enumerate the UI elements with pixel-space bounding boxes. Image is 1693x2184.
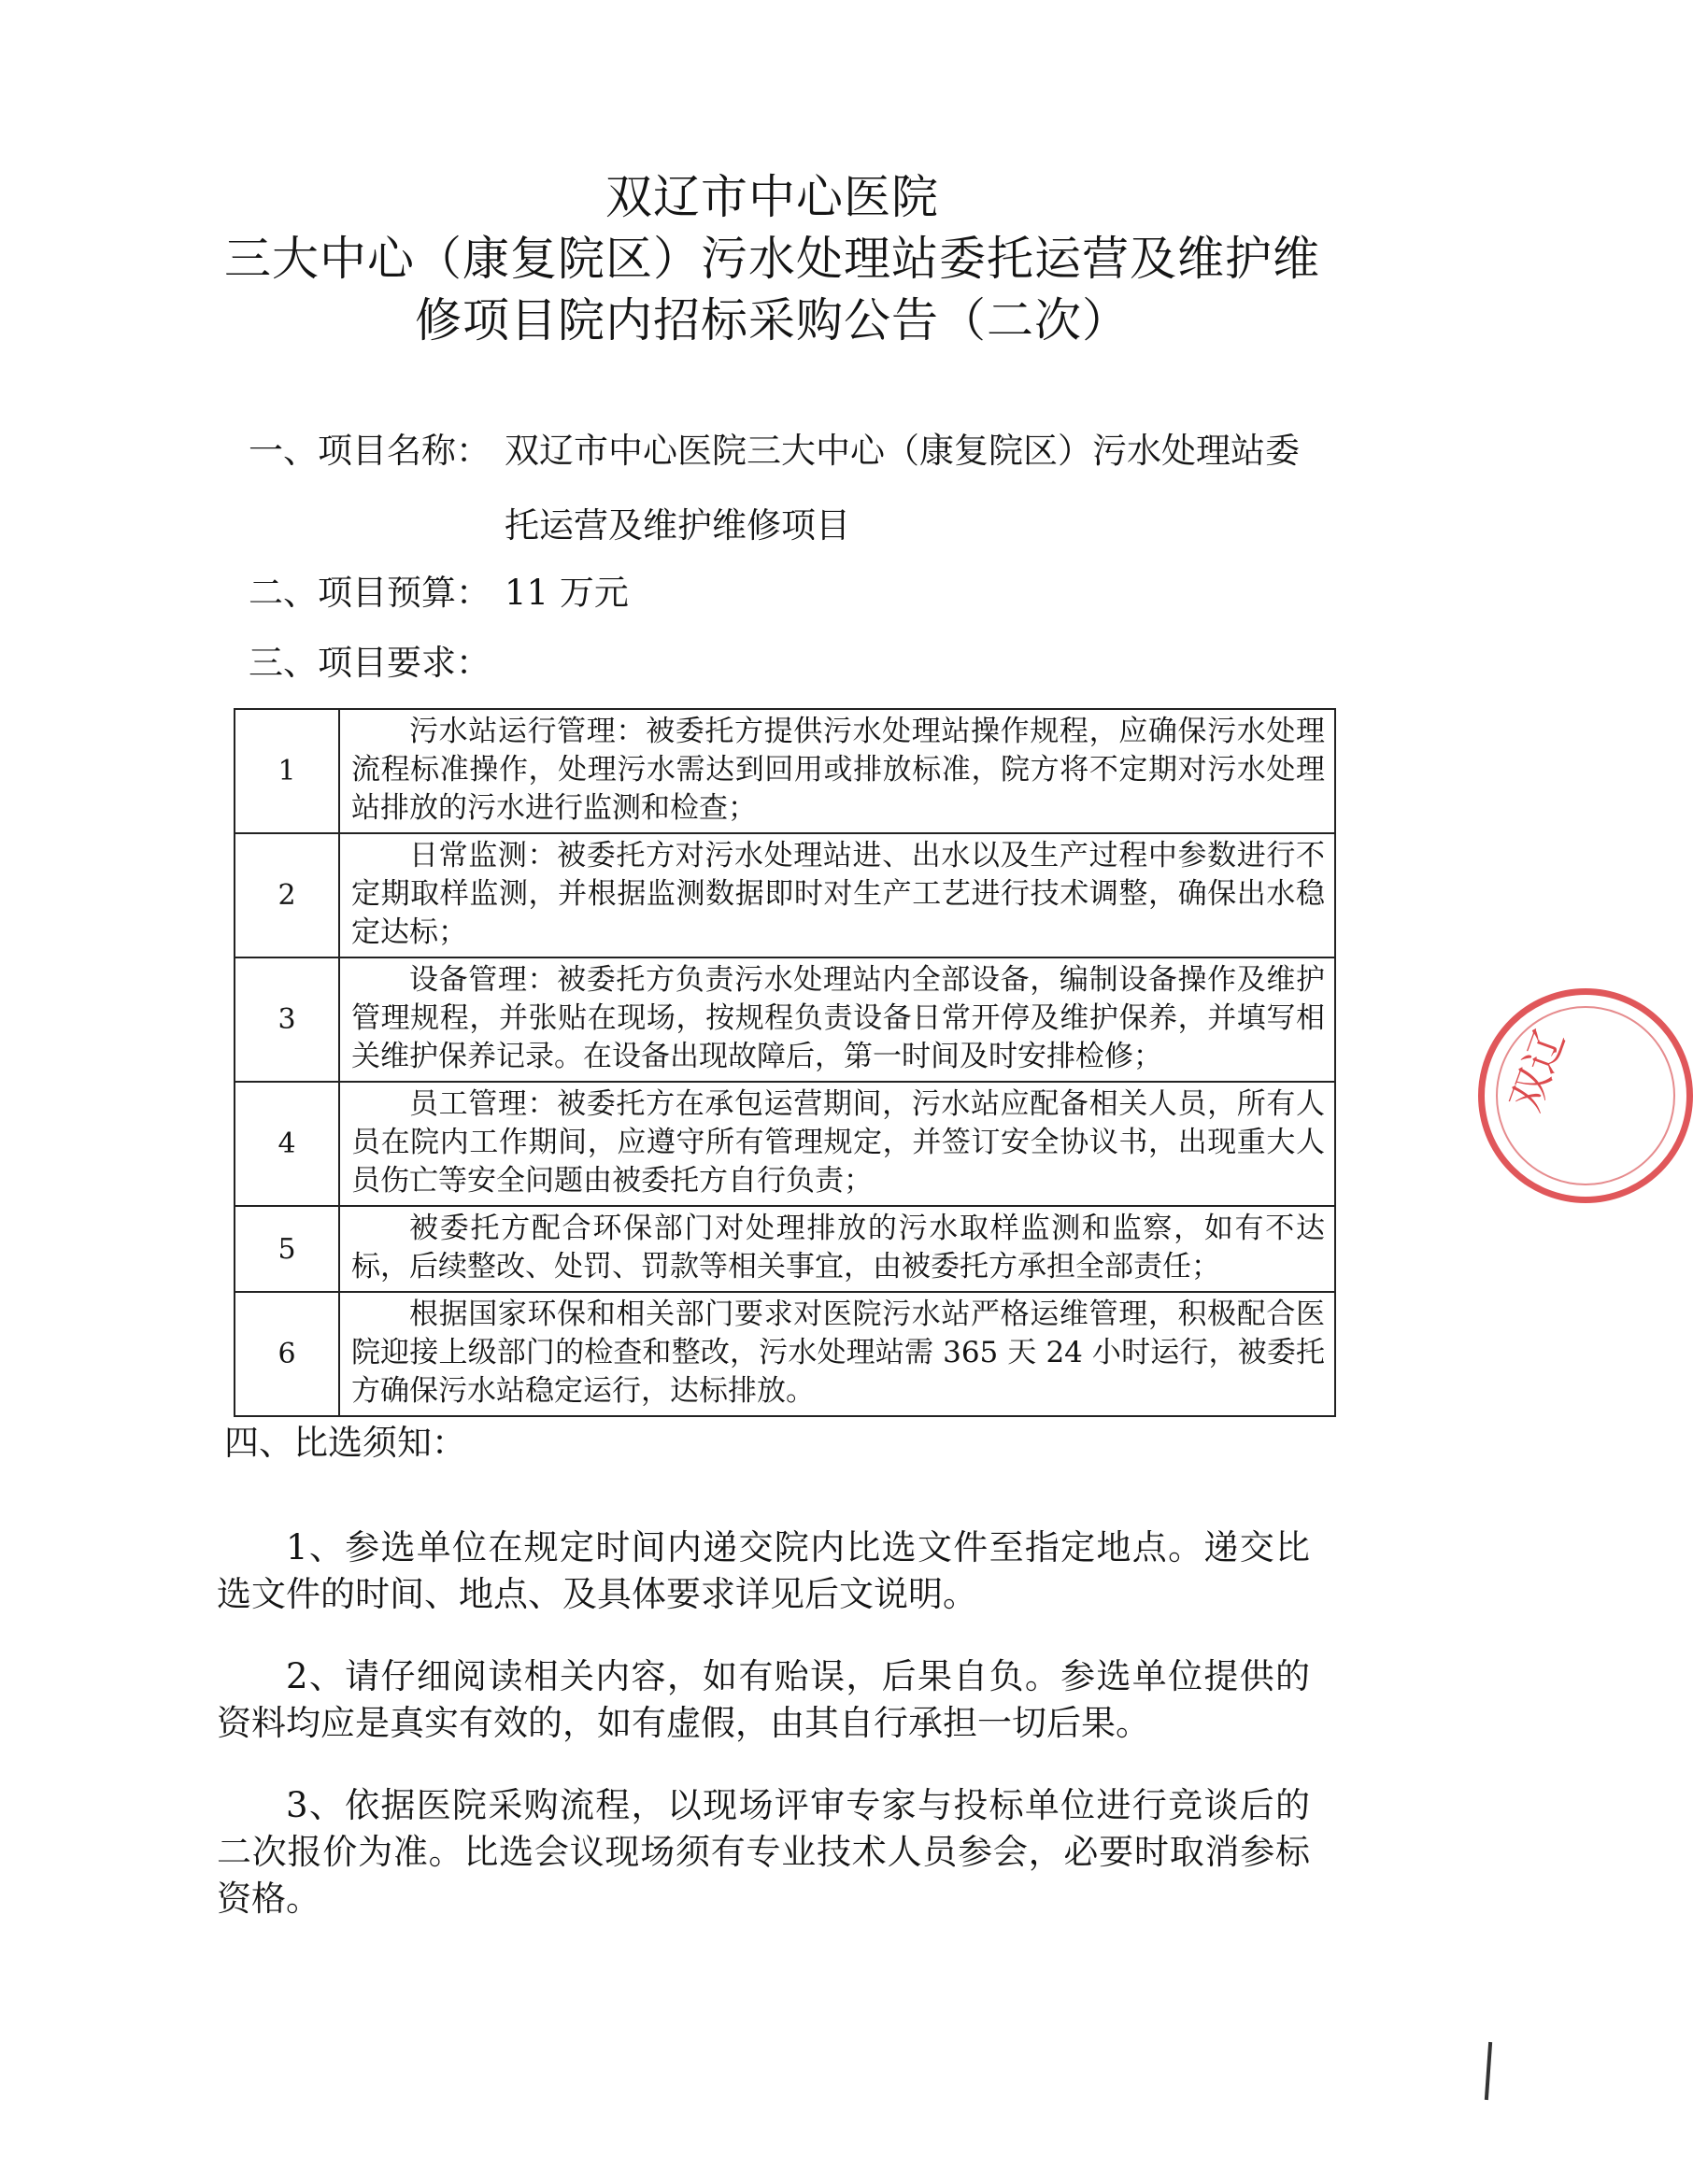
notice-text: 1、参选单位在规定时间内递交院内比选文件至指定地点。递交比选文件的时间、地点、及具体要求详见后文说明。 xyxy=(217,1527,1310,1614)
notice-text: 2、请仔细阅读相关内容，如有贻误，后果自负。参选单位提供的资料均应是真实有效的，如有虚假，由其自行承担一切后果。 xyxy=(217,1656,1310,1743)
notice-item-3 xyxy=(217,1782,1310,1922)
row-number: 1 xyxy=(235,709,339,833)
row-text xyxy=(339,1206,1335,1292)
official-seal-stamp xyxy=(1478,988,1693,1203)
row-number: 4 xyxy=(235,1082,339,1206)
row-text-content: 被委托方配合环保部门对处理排放的污水取样监测和监察，如有不达标，后续整改、处罚、罚款等相关事宜，由被委托方承担全部责任； xyxy=(351,1212,1325,1283)
section-4-label: 四、比选须知： xyxy=(224,1423,466,1463)
row-text-content: 污水站运行管理：被委托方提供污水处理站操作规程，应确保污水处理流程标准操作，处理污水需达到回用或排放标准，院方将不定期对污水处理站排放的污水进行监测和检查； xyxy=(351,715,1325,825)
seal-text: 双辽 xyxy=(1501,1024,1575,1118)
requirements-table xyxy=(234,708,1336,1417)
row-text-content: 员工管理：被委托方在承包运营期间，污水站应配备相关人员，所有人员在院内工作期间，应遵守所有管理规定，并签订安全协议书，出现重大人员伤亡等安全问题由被委托方自行负责； xyxy=(351,1087,1325,1198)
row-text xyxy=(339,709,1335,833)
notice-text: 3、依据医院采购流程，以现场评审专家与投标单位进行竞谈后的二次报价为准。比选会议现场须有专业技术人员参会，必要时取消参标资格。 xyxy=(217,1785,1310,1919)
table-row xyxy=(235,1082,1335,1206)
row-text xyxy=(339,1292,1335,1416)
title-line-1: 双辽市中心医院 xyxy=(605,170,939,224)
scan-edge-mark xyxy=(1485,2042,1492,2100)
notice-item-2 xyxy=(217,1653,1310,1747)
row-number: 5 xyxy=(235,1206,339,1292)
row-text-content: 根据国家环保和相关部门要求对医院污水站严格运维管理，积极配合医院迎接上级部门的检查和整改，污水处理站需 365 天 24 小时运行，被委托方确保污水站稳定运行，达标排放。 xyxy=(351,1298,1325,1408)
title-line-2: 三大中心（康复院区）污水处理站委托运营及维护维 xyxy=(224,232,1320,286)
section-2-label: 二、项目预算： xyxy=(249,573,491,613)
row-number: 3 xyxy=(235,957,339,1082)
table-row xyxy=(235,1206,1335,1292)
table-row xyxy=(235,1292,1335,1416)
row-text-content: 日常监测：被委托方对污水处理站进、出水以及生产过程中参数进行不定期取样监测，并根据监测数据即时对生产工艺进行技术调整，确保出水稳定达标； xyxy=(351,839,1325,949)
title-line-3: 修项目院内招标采购公告（二次） xyxy=(415,293,1130,347)
notice-item-1 xyxy=(217,1525,1310,1618)
project-name-line-2: 托运营及维护维修项目 xyxy=(505,505,850,546)
row-text xyxy=(339,833,1335,957)
budget-value: 11 万元 xyxy=(505,573,629,613)
row-text-content: 设备管理：被委托方负责污水处理站内全部设备，编制设备操作及维护管理规程，并张贴在现场，按规程负责设备日常开停及维护保养，并填写相关维护保养记录。在设备出现故障后，第一时间及时安排检修； xyxy=(351,963,1325,1073)
row-text xyxy=(339,1082,1335,1206)
table-row xyxy=(235,957,1335,1082)
project-name-line-1: 双辽市中心医院三大中心（康复院区）污水处理站委 xyxy=(505,431,1300,471)
section-1-label: 一、项目名称： xyxy=(249,431,491,471)
table-row xyxy=(235,833,1335,957)
document-title xyxy=(0,166,1544,351)
table-row xyxy=(235,709,1335,833)
section-3-label: 三、项目要求： xyxy=(249,643,491,683)
row-text xyxy=(339,957,1335,1082)
row-number: 6 xyxy=(235,1292,339,1416)
row-number: 2 xyxy=(235,833,339,957)
